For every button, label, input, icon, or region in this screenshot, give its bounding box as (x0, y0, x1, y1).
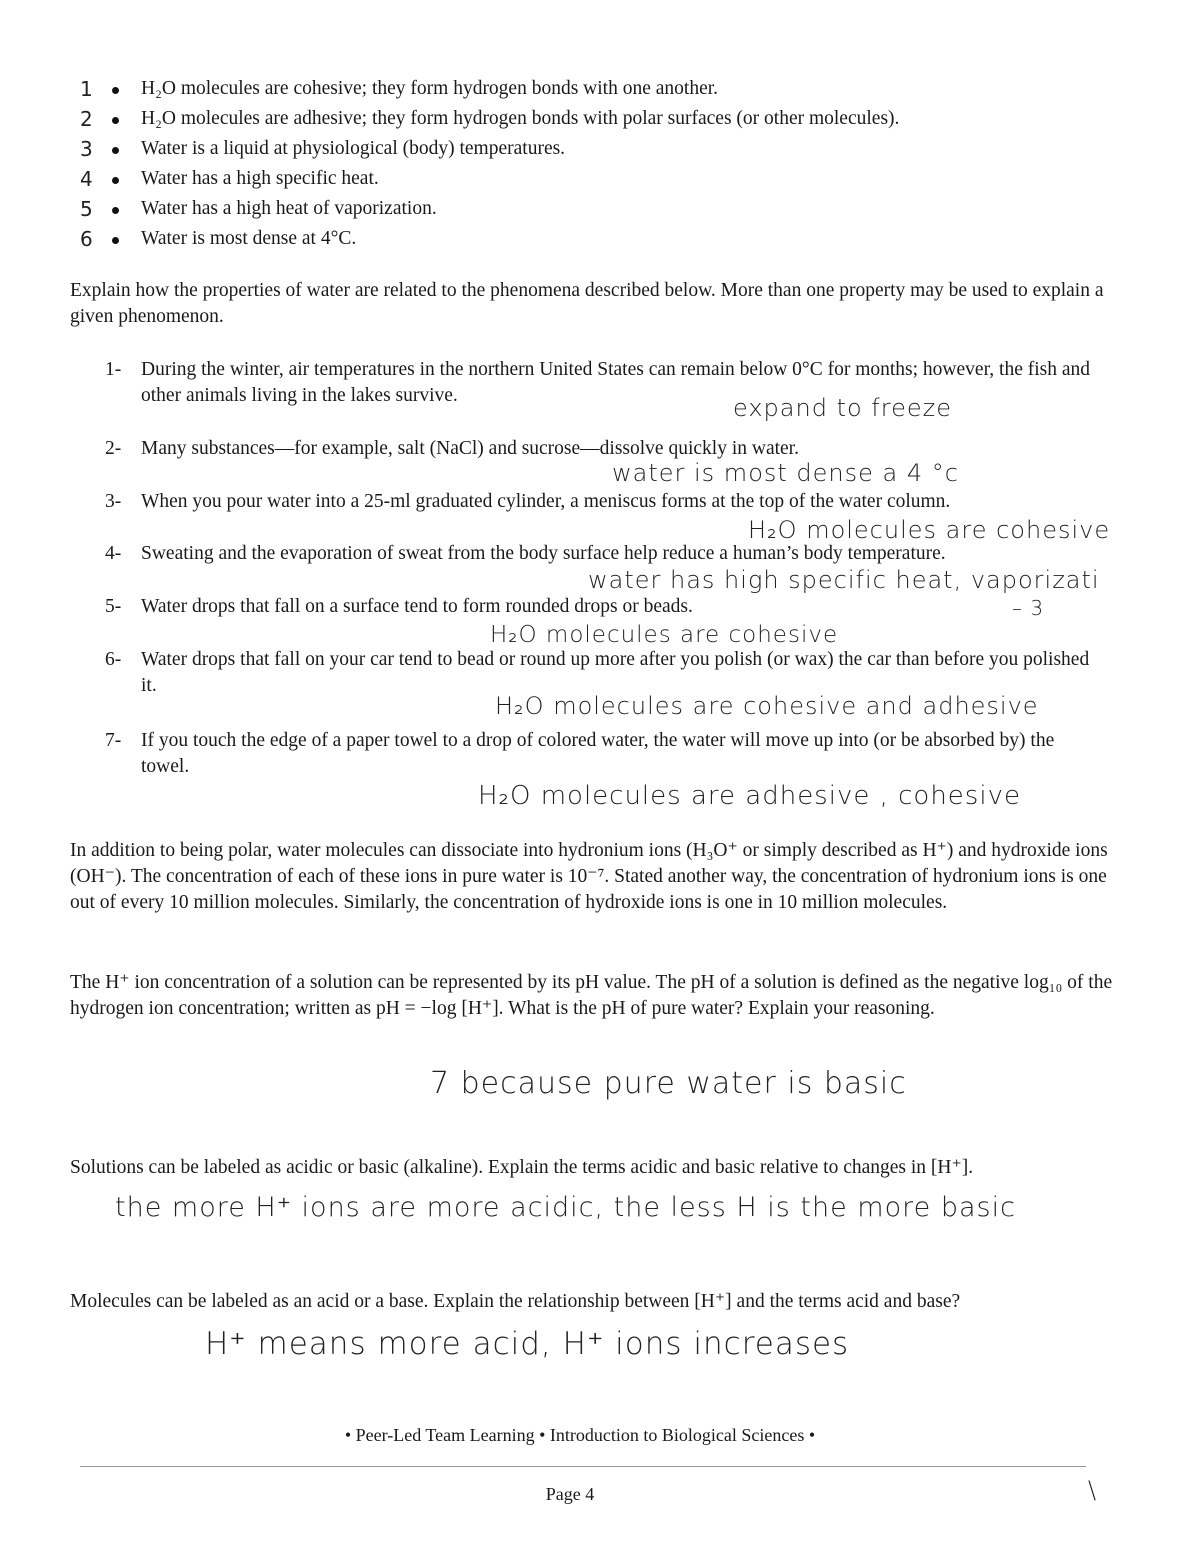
handwritten-number: 6 (80, 227, 93, 251)
property-text: Water has a high heat of vaporization. (141, 198, 437, 219)
handwritten-number: 3 (80, 137, 93, 161)
handwritten-answer: H₂O molecules are cohesive and adhesive (495, 692, 1039, 720)
bullet-icon (112, 207, 119, 214)
handwritten-answer: the more H⁺ ions are more acidic, the less H is the more basic (115, 1192, 1016, 1223)
question-number: 3- (105, 491, 122, 512)
list-item (0, 226, 1100, 256)
handwritten-answer: H₂O molecules are cohesive (490, 622, 839, 648)
page-number: Page 4 (545, 1484, 595, 1504)
question-number: 6- (105, 649, 122, 670)
handwritten-answer: water is most dense a 4 °c (612, 459, 959, 487)
list-item (0, 166, 1100, 196)
list-item (0, 76, 1100, 106)
bullet-icon (112, 237, 119, 244)
acidic-basic-paragraph: Solutions can be labeled as acidic or basic (alkaline). Explain the terms acidic and basic relative to changes in [H⁺]. (70, 1157, 974, 1178)
handwritten-margin-mark: – 3 (1012, 596, 1045, 620)
handwritten-corner-mark: \ (1088, 1476, 1098, 1504)
question-text: Many substances—for example, salt (NaCl) and sucrose—dissolve quickly in water. (141, 438, 799, 459)
handwritten-answer: H⁺ means more acid, H⁺ ions increases (205, 1326, 850, 1362)
handwritten-answer: expand to freeze (733, 394, 952, 422)
intro-paragraph: Explain how the properties of water are related to the phenomena described below. More than one property may be used to explain a given phenomenon. (70, 280, 1104, 327)
list-item (0, 196, 1100, 226)
bullet-icon (112, 87, 119, 94)
question-text: During the winter, air temperatures in the northern United States can remain below 0°C for months; however, the fish and other animals living in the lakes survive. (141, 359, 1091, 406)
ph-paragraph: The H⁺ ion concentration of a solution can be represented by its pH value. The pH of a solution is defined as the negative log₁₀ of the hydrogen ion concentration; written as pH = −log [H⁺]. What is the pH of pure water? Explain your reasoning. (70, 972, 1113, 1019)
bullet-icon (112, 177, 119, 184)
question-number: 4- (105, 543, 122, 564)
footer-divider (80, 1466, 1086, 1467)
acid-base-paragraph: Molecules can be labeled as an acid or a base. Explain the relationship between [H⁺] and the terms acid and base? (70, 1291, 961, 1312)
question-number: 5- (105, 596, 122, 617)
ions-paragraph: In addition to being polar, water molecules can dissociate into hydronium ions (H₃O⁺ or simply described as H⁺) and hydroxide ions (OH⁻). The concentration of each of these ions in pure water is 10⁻⁷. Stated another way, the concentration of hydronium ions is one out of every 10 million molecules. Similarly, the concentration of hydroxide ions is one in 10 million molecules. (70, 840, 1108, 913)
handwritten-answer: water has high specific heat, vaporizati (588, 566, 1100, 594)
property-text: Water is most dense at 4°C. (141, 228, 357, 249)
question-number: 7- (105, 730, 122, 751)
footer-course-line: • Peer-Led Team Learning • Introduction to Biological Sciences • (344, 1425, 816, 1445)
handwritten-answer: 7 because pure water is basic (430, 1066, 907, 1101)
bullet-icon (112, 147, 119, 154)
question-number: 1- (105, 359, 122, 380)
list-item (0, 106, 1100, 136)
list-item (0, 136, 1100, 166)
handwritten-number: 5 (80, 197, 93, 221)
bullet-icon (112, 117, 119, 124)
question-text: Water drops that fall on a surface tend to form rounded drops or beads. (141, 596, 693, 617)
handwritten-number: 2 (80, 107, 93, 131)
handwritten-number: 4 (80, 167, 93, 191)
question-text: When you pour water into a 25-ml graduated cylinder, a meniscus forms at the top of the water column. (141, 491, 951, 512)
question-text: Sweating and the evaporation of sweat from the body surface help reduce a human’s body temperature. (141, 543, 946, 564)
property-text: Water is a liquid at physiological (body) temperatures. (141, 138, 566, 159)
question-text: Water drops that fall on your car tend to bead or round up more after you polish (or wax) the car than before you polished it. (141, 649, 1090, 696)
property-text: Water has a high specific heat. (141, 168, 379, 189)
property-text: H₂O molecules are cohesive; they form hydrogen bonds with one another. (141, 78, 719, 99)
question-text: If you touch the edge of a paper towel to a drop of colored water, the water will move up into (or be absorbed by) the towel. (141, 730, 1055, 777)
handwritten-answer: H₂O molecules are cohesive (748, 516, 1111, 544)
question-number: 2- (105, 438, 122, 459)
handwritten-number: 1 (80, 77, 93, 101)
handwritten-answer: H₂O molecules are adhesive , cohesive (478, 781, 1021, 811)
property-text: H₂O molecules are adhesive; they form hydrogen bonds with polar surfaces (or other molecules). (141, 108, 900, 129)
